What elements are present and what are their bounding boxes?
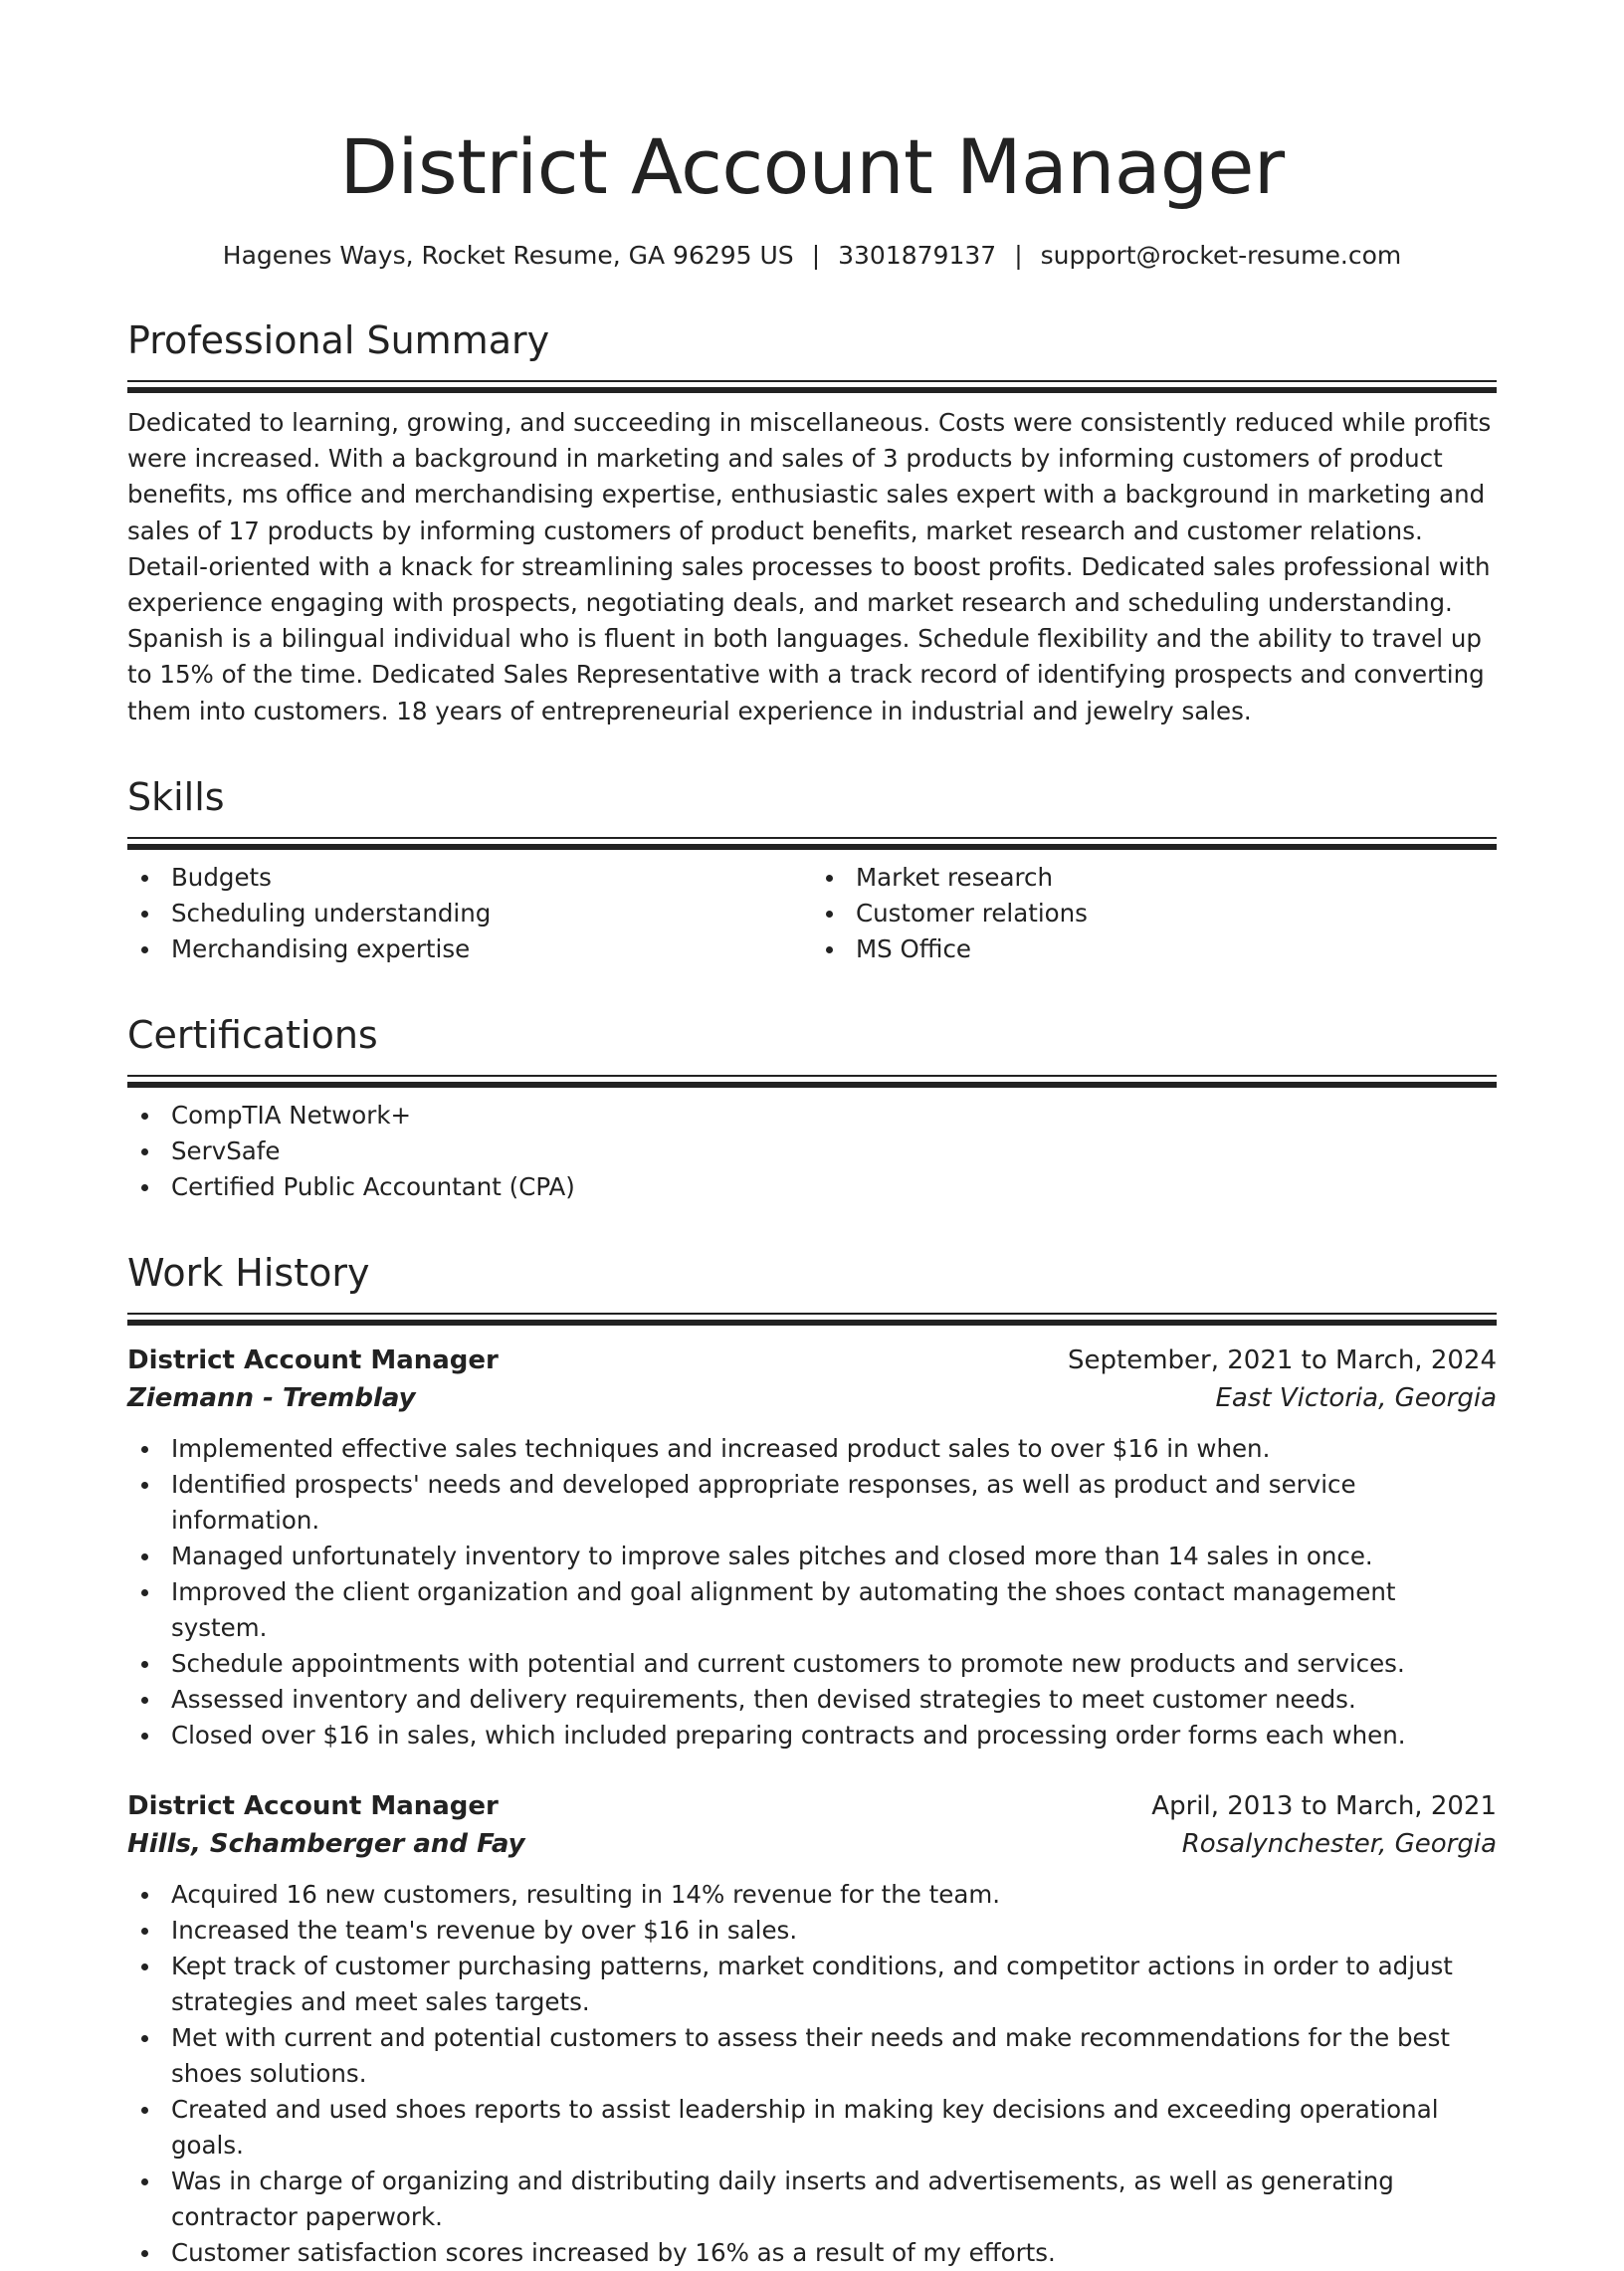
section-title-skills: Skills: [127, 774, 225, 819]
job-bullet: Assessed inventory and delivery requirements, then devised strategies to meet customer needs.: [127, 1682, 1497, 1718]
job-header: [127, 1342, 1497, 1379]
job-bullet: Managed unfortunately inventory to improve sales pitches and closed more than 14 sales in once.: [127, 1539, 1497, 1574]
job-bullet: Increased the team's revenue by over $16 in sales.: [127, 1913, 1497, 1949]
job-company: Hills, Schamberger and Fay: [127, 1828, 525, 1859]
job-title: District Account Manager: [127, 1344, 499, 1375]
contact-email: support@rocket-resume.com: [1040, 241, 1402, 270]
job-dates: September, 2021 to March, 2024: [1068, 1344, 1497, 1375]
section-divider: [127, 837, 1497, 848]
certification-item: CompTIA Network+: [127, 1098, 1497, 1134]
skill-item: Scheduling understanding: [127, 896, 812, 931]
job-bullet: Kept track of customer purchasing patterns, market conditions, and competitor actions in order to adjust strategies and meet sales targets.: [127, 1949, 1497, 2020]
contact-line: [127, 239, 1497, 273]
job-subheader: [127, 1825, 1497, 1863]
certifications-list: [127, 1098, 1497, 1205]
job-bullet-list: [127, 1431, 1497, 1754]
work-history-section: [127, 1249, 1497, 2271]
skills-columns: [127, 860, 1497, 967]
certifications-section: [127, 1011, 1497, 1205]
section-title-work-history: Work History: [127, 1250, 370, 1295]
resume-name: District Account Manager: [339, 122, 1285, 211]
skill-item: MS Office: [812, 931, 1497, 967]
job-bullet: Schedule appointments with potential and current customers to promote new products and services.: [127, 1646, 1497, 1682]
job-bullet-list: [127, 1877, 1497, 2271]
certification-item: ServSafe: [127, 1134, 1497, 1169]
summary-text: Dedicated to learning, growing, and succeeding in miscellaneous. Costs were consistently reduced while profits were increased. With a background in marketing and sales of 3 products by informing customers of product benefits, ms office and merchandising expertise, enthusiastic sales expert with a background in marketing and sales of 17 products by informing customers of product benefits, market research and customer relations. Detail-oriented with a knack for streamlining sales processes to boost profits. Dedicated sales professional with experience engaging with prospects, negotiating deals, and market research and scheduling understanding. Spanish is a bilingual individual who is fluent in both languages. Schedule flexibility and the ability to travel up to 15% of the time. Dedicated Sales Representative with a track record of identifying prospects and converting them into customers. 18 years of entrepreneurial experience in industrial and jewelry sales.: [127, 408, 1492, 725]
section-divider: [127, 380, 1497, 391]
job-location: Rosalynchester, Georgia: [1181, 1828, 1497, 1859]
skills-section: [127, 773, 1497, 967]
job-bullet: Improved the client organization and goal alignment by automating the shoes contact management system.: [127, 1574, 1497, 1646]
job-bullet: Acquired 16 new customers, resulting in 14% revenue for the team.: [127, 1877, 1497, 1913]
job-bullet: Implemented effective sales techniques and increased product sales to over $16 in when.: [127, 1431, 1497, 1467]
contact-address: Hagenes Ways, Rocket Resume, GA 96295 US: [222, 241, 794, 270]
job-header: [127, 1787, 1497, 1825]
job-entry: [127, 1787, 1497, 2271]
job-company: Ziemann - Tremblay: [127, 1382, 416, 1413]
summary-section: [127, 316, 1497, 729]
section-divider: [127, 1075, 1497, 1086]
skill-item: Budgets: [127, 860, 812, 896]
contact-separator: |: [1014, 241, 1023, 270]
certification-item: Certified Public Accountant (CPA): [127, 1169, 1497, 1205]
job-bullet: Closed over $16 in sales, which included preparing contracts and processing order forms each when.: [127, 1718, 1497, 1754]
job-bullet: Was in charge of organizing and distributing daily inserts and advertisements, as well as generating contractor paperwork.: [127, 2164, 1497, 2235]
contact-phone: 3301879137: [838, 241, 997, 270]
job-bullet: Met with current and potential customers to assess their needs and make recommendations for the best shoes solutions.: [127, 2020, 1497, 2092]
skills-list-left: [127, 860, 812, 967]
contact-separator: |: [811, 241, 821, 270]
section-title-certifications: Certifications: [127, 1012, 378, 1057]
job-dates: April, 2013 to March, 2021: [1151, 1790, 1497, 1821]
skill-item: Market research: [812, 860, 1497, 896]
job-location: East Victoria, Georgia: [1215, 1382, 1497, 1413]
job-entry: [127, 1342, 1497, 1754]
skill-item: Merchandising expertise: [127, 931, 812, 967]
job-bullet: Identified prospects' needs and developed appropriate responses, as well as product and service information.: [127, 1467, 1497, 1539]
skill-item: Customer relations: [812, 896, 1497, 931]
job-bullet: Customer satisfaction scores increased by 16% as a result of my efforts.: [127, 2235, 1497, 2271]
job-subheader: [127, 1379, 1497, 1417]
job-title: District Account Manager: [127, 1790, 499, 1821]
skills-list-right: [812, 860, 1497, 967]
section-title-summary: Professional Summary: [127, 318, 550, 362]
job-bullet: Created and used shoes reports to assist leadership in making key decisions and exceeding operational goals.: [127, 2092, 1497, 2164]
section-divider: [127, 1313, 1497, 1324]
